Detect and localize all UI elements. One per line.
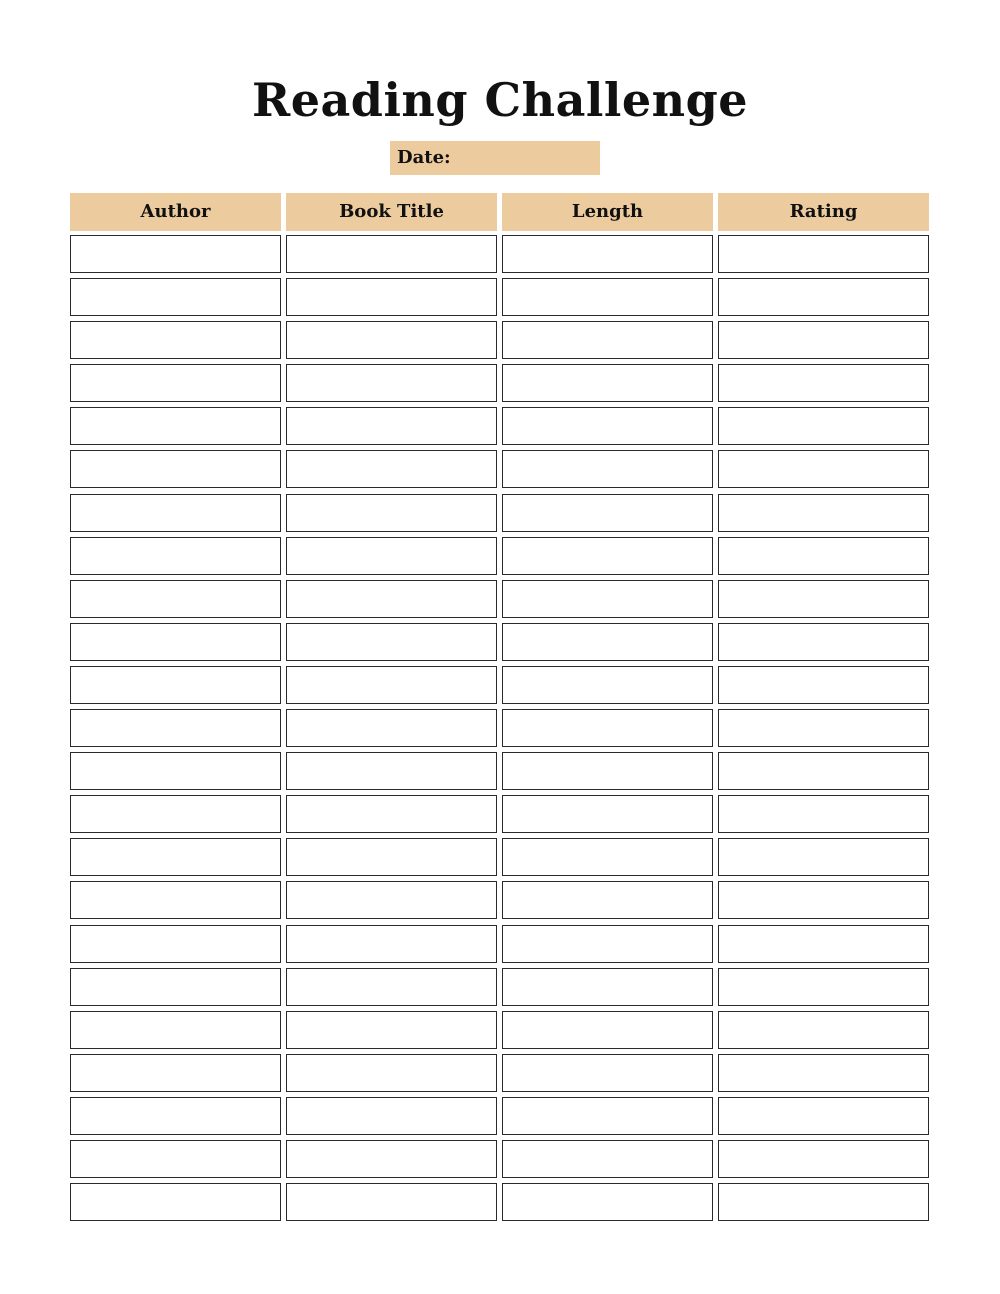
entry-cell-rating[interactable] <box>718 407 929 445</box>
entry-cell-author[interactable] <box>70 321 281 359</box>
date-label: Date: <box>397 147 451 168</box>
entry-cell-author[interactable] <box>70 968 281 1006</box>
entry-cell-rating[interactable] <box>718 623 929 661</box>
entry-cell-author[interactable] <box>70 1011 281 1049</box>
table-row <box>70 795 930 833</box>
table-row <box>70 537 930 575</box>
entry-cell-rating[interactable] <box>718 1011 929 1049</box>
entry-cell-book-title[interactable] <box>286 1054 497 1092</box>
page-title: Reading Challenge <box>251 73 748 127</box>
table-row <box>70 1183 930 1221</box>
table-row <box>70 838 930 876</box>
table-header <box>70 193 930 231</box>
column-header-length: Length <box>502 193 713 231</box>
entry-cell-rating[interactable] <box>718 278 929 316</box>
table-row <box>70 364 930 402</box>
table-row <box>70 666 930 704</box>
entry-cell-book-title[interactable] <box>286 881 497 919</box>
entry-cell-author[interactable] <box>70 838 281 876</box>
entry-cell-author[interactable] <box>70 881 281 919</box>
entry-cell-length[interactable] <box>502 235 713 273</box>
entry-cell-book-title[interactable] <box>286 321 497 359</box>
entry-cell-author[interactable] <box>70 364 281 402</box>
entry-cell-book-title[interactable] <box>286 450 497 488</box>
entry-cell-length[interactable] <box>502 407 713 445</box>
entry-cell-book-title[interactable] <box>286 1183 497 1221</box>
table-row <box>70 925 930 963</box>
table-row <box>70 407 930 445</box>
entry-cell-rating[interactable] <box>718 709 929 747</box>
entry-cell-length[interactable] <box>502 450 713 488</box>
entry-cell-book-title[interactable] <box>286 838 497 876</box>
entry-cell-length[interactable] <box>502 838 713 876</box>
entry-cell-length[interactable] <box>502 709 713 747</box>
entry-cell-book-title[interactable] <box>286 666 497 704</box>
entry-cell-author[interactable] <box>70 278 281 316</box>
entry-cell-author[interactable] <box>70 1140 281 1178</box>
entry-cell-length[interactable] <box>502 1054 713 1092</box>
table-row <box>70 235 930 273</box>
entry-cell-book-title[interactable] <box>286 580 497 618</box>
entry-cell-rating[interactable] <box>718 968 929 1006</box>
entry-cell-author[interactable] <box>70 666 281 704</box>
table-row <box>70 494 930 532</box>
entry-cell-rating[interactable] <box>718 1054 929 1092</box>
entry-cell-rating[interactable] <box>718 235 929 273</box>
entry-cell-author[interactable] <box>70 752 281 790</box>
entry-cell-rating[interactable] <box>718 752 929 790</box>
entry-cell-rating[interactable] <box>718 1183 929 1221</box>
entry-cell-book-title[interactable] <box>286 623 497 661</box>
entry-cell-author[interactable] <box>70 450 281 488</box>
entry-cell-book-title[interactable] <box>286 709 497 747</box>
table-row <box>70 450 930 488</box>
entry-cell-length[interactable] <box>502 1183 713 1221</box>
entry-cell-author[interactable] <box>70 407 281 445</box>
entry-cell-rating[interactable] <box>718 838 929 876</box>
entry-cell-length[interactable] <box>502 1097 713 1135</box>
table-row <box>70 1054 930 1092</box>
entry-cell-length[interactable] <box>502 752 713 790</box>
entry-cell-length[interactable] <box>502 580 713 618</box>
entry-cell-book-title[interactable] <box>286 235 497 273</box>
entry-cell-rating[interactable] <box>718 450 929 488</box>
entry-cell-length[interactable] <box>502 795 713 833</box>
entry-cell-length[interactable] <box>502 623 713 661</box>
entry-cell-author[interactable] <box>70 537 281 575</box>
entry-cell-rating[interactable] <box>718 364 929 402</box>
table-body <box>70 235 930 1226</box>
entry-cell-book-title[interactable] <box>286 968 497 1006</box>
column-header-rating: Rating <box>718 193 929 231</box>
entry-cell-rating[interactable] <box>718 1140 929 1178</box>
entry-cell-author[interactable] <box>70 1097 281 1135</box>
entry-cell-author[interactable] <box>70 580 281 618</box>
entry-cell-length[interactable] <box>502 881 713 919</box>
entry-cell-author[interactable] <box>70 709 281 747</box>
entry-cell-rating[interactable] <box>718 881 929 919</box>
entry-cell-rating[interactable] <box>718 1097 929 1135</box>
table-row <box>70 881 930 919</box>
table-row <box>70 1011 930 1049</box>
column-header-book-title: Book Title <box>286 193 497 231</box>
date-field[interactable] <box>390 141 600 175</box>
table-row <box>70 709 930 747</box>
entry-cell-rating[interactable] <box>718 537 929 575</box>
table-row <box>70 580 930 618</box>
table-row <box>70 968 930 1006</box>
entry-cell-length[interactable] <box>502 666 713 704</box>
entry-cell-rating[interactable] <box>718 580 929 618</box>
entry-cell-author[interactable] <box>70 623 281 661</box>
entry-cell-rating[interactable] <box>718 494 929 532</box>
entry-cell-length[interactable] <box>502 925 713 963</box>
column-header-author: Author <box>70 193 281 231</box>
entry-cell-length[interactable] <box>502 278 713 316</box>
entry-cell-author[interactable] <box>70 795 281 833</box>
entry-cell-rating[interactable] <box>718 321 929 359</box>
entry-cell-author[interactable] <box>70 494 281 532</box>
entry-cell-book-title[interactable] <box>286 537 497 575</box>
entry-cell-book-title[interactable] <box>286 1011 497 1049</box>
table-row <box>70 321 930 359</box>
table-row <box>70 752 930 790</box>
entry-cell-length[interactable] <box>502 1011 713 1049</box>
table-row <box>70 1097 930 1135</box>
entry-cell-book-title[interactable] <box>286 494 497 532</box>
entry-cell-length[interactable] <box>502 1140 713 1178</box>
entry-cell-book-title[interactable] <box>286 925 497 963</box>
table-row <box>70 1140 930 1178</box>
entry-cell-book-title[interactable] <box>286 278 497 316</box>
table-row <box>70 623 930 661</box>
entry-cell-rating[interactable] <box>718 666 929 704</box>
entry-cell-length[interactable] <box>502 494 713 532</box>
entry-cell-length[interactable] <box>502 321 713 359</box>
entry-cell-length[interactable] <box>502 537 713 575</box>
entry-cell-length[interactable] <box>502 364 713 402</box>
entry-cell-length[interactable] <box>502 968 713 1006</box>
entry-cell-author[interactable] <box>70 235 281 273</box>
table-row <box>70 278 930 316</box>
entry-cell-rating[interactable] <box>718 925 929 963</box>
entry-cell-book-title[interactable] <box>286 1097 497 1135</box>
entry-cell-book-title[interactable] <box>286 364 497 402</box>
entry-cell-author[interactable] <box>70 1054 281 1092</box>
entry-cell-rating[interactable] <box>718 795 929 833</box>
entry-cell-author[interactable] <box>70 1183 281 1221</box>
entry-cell-author[interactable] <box>70 925 281 963</box>
entry-cell-book-title[interactable] <box>286 407 497 445</box>
entry-cell-book-title[interactable] <box>286 1140 497 1178</box>
entry-cell-book-title[interactable] <box>286 795 497 833</box>
entry-cell-book-title[interactable] <box>286 752 497 790</box>
